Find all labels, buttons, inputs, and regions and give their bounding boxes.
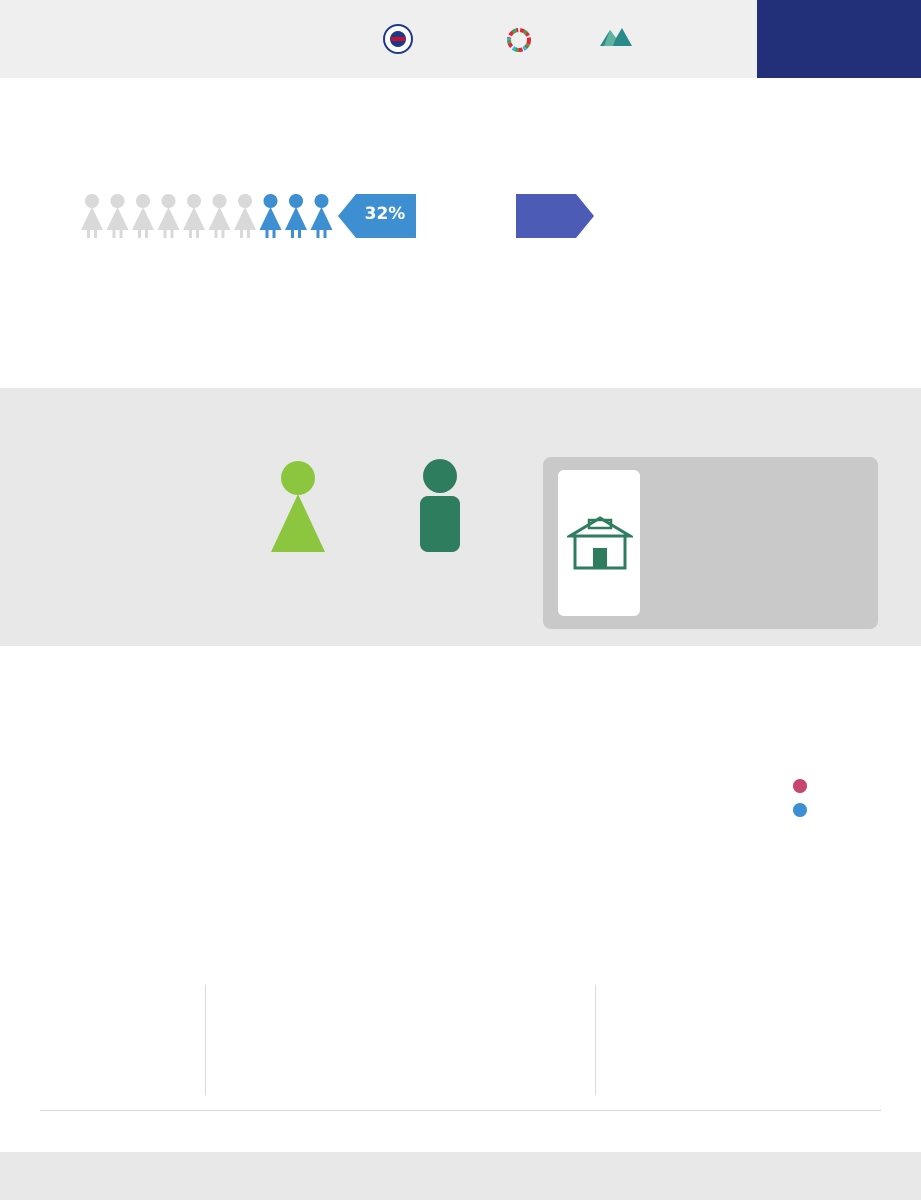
- female-figures-row-1: [80, 192, 340, 240]
- girl-icon: [158, 194, 180, 238]
- footer-bar: [0, 1152, 921, 1200]
- divider-left: [205, 985, 206, 1095]
- girl-figure-icon: [268, 460, 328, 560]
- girl-icon: [234, 194, 256, 238]
- usaid-seal-icon: [383, 24, 413, 54]
- school-building-icon: [567, 516, 633, 572]
- girl-icon: [260, 194, 282, 238]
- usaid-logo: [383, 22, 495, 56]
- girl-icon: [107, 194, 129, 238]
- legend-male-dot: [793, 803, 807, 817]
- sdg-wheel-icon: [507, 28, 531, 52]
- divider-right: [595, 985, 596, 1095]
- footnote-divider: [40, 1110, 881, 1111]
- aiddata-logo: [600, 24, 730, 58]
- girl-icon: [285, 194, 307, 238]
- legend-female-dot: [793, 779, 807, 793]
- girl-icon: [209, 194, 231, 238]
- girl-icon: [81, 194, 103, 238]
- girl-icon: [183, 194, 205, 238]
- country-badge: [757, 0, 921, 78]
- together-for-girls-logo: [507, 24, 585, 56]
- boy-figure-icon: [410, 458, 470, 558]
- female-pct-row-1: 32%: [364, 204, 406, 224]
- aiddata-mountain-icon: [600, 26, 632, 46]
- girl-icon: [311, 194, 333, 238]
- male-pct-arrow: [516, 194, 594, 238]
- girl-icon: [132, 194, 154, 238]
